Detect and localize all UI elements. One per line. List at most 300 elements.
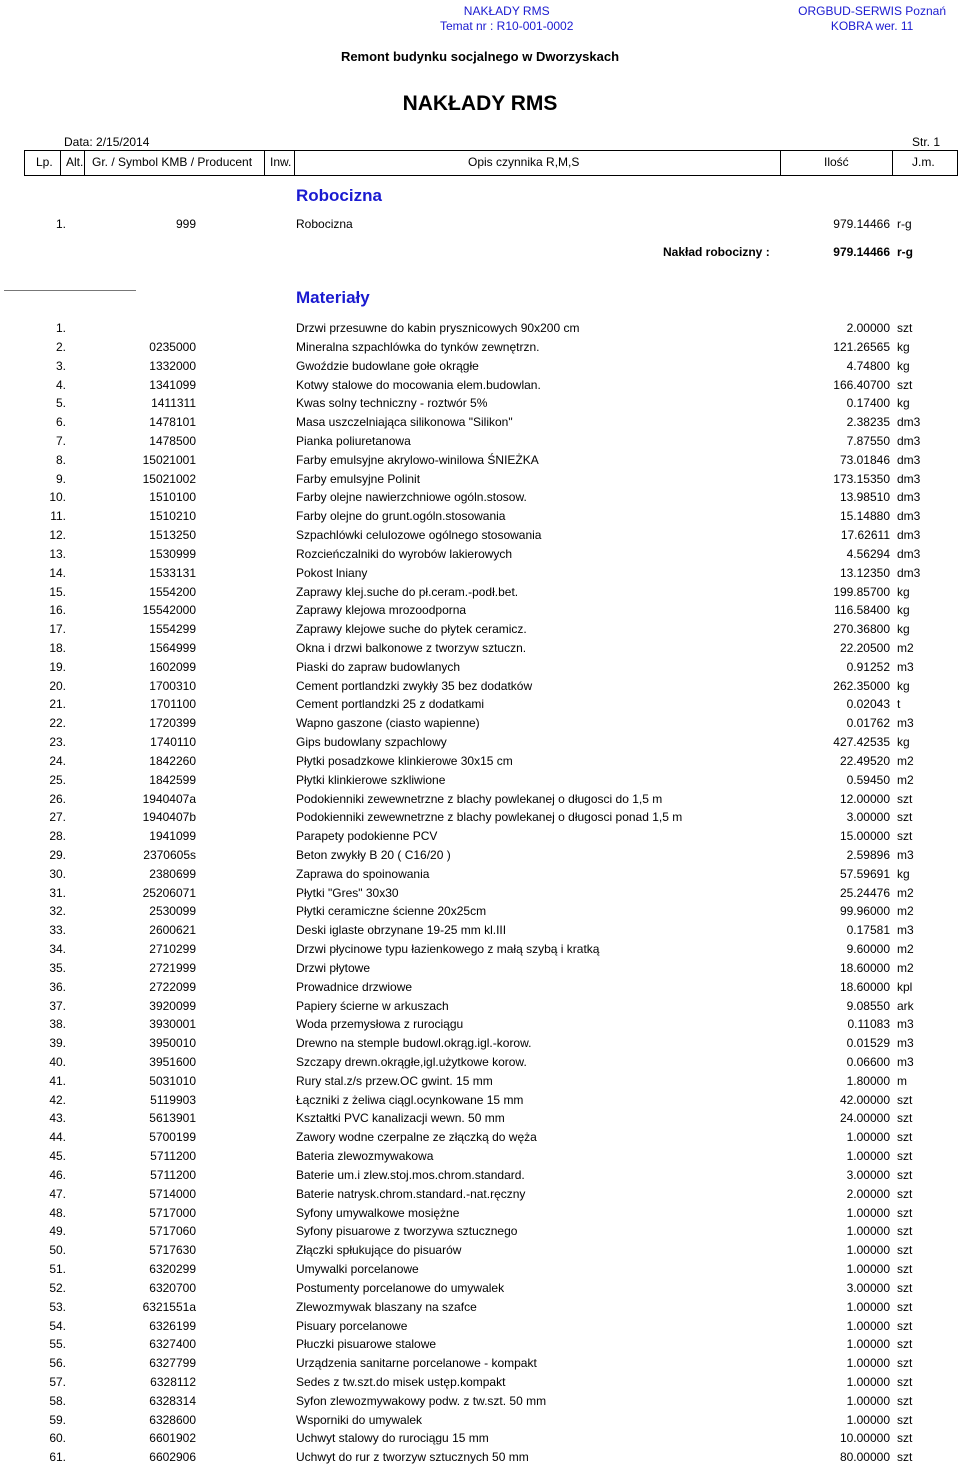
row-quantity: 1.00000 [846,1243,890,1258]
row-lp: 7. [55,433,66,448]
row-unit: szt [897,1299,913,1314]
row-description: Deski iglaste obrzynane 19-25 mm kl.III [296,923,507,938]
row-lp: 26. [49,791,66,806]
row-lp: 1. [55,217,66,231]
table-row [0,1187,960,1205]
row-lp: 38. [49,1017,66,1032]
row-quantity: 1.00000 [846,1149,890,1164]
row-quantity: 12.00000 [839,791,890,806]
row-unit: m3 [897,923,914,938]
row-symbol: 1842260 [149,753,196,768]
report-header-left [440,4,573,34]
row-unit: kg [897,866,910,881]
row-quantity: 73.01846 [839,452,890,467]
row-quantity: 1.00000 [846,1393,890,1408]
row-unit: szt [897,1186,913,1201]
row-unit: dm3 [897,433,921,448]
row-unit: szt [897,1130,913,1145]
row-symbol: 2710299 [149,942,196,957]
row-quantity: 270.36800 [833,622,890,637]
row-symbol: 5700199 [149,1130,196,1145]
table-row [0,1300,960,1318]
row-description: Pianka poliuretanowa [296,433,411,448]
table-row [0,773,960,791]
row-description: Płytki posadzkowe klinkierowe 30x15 cm [296,753,513,768]
row-symbol: 5119903 [150,1092,196,1107]
row-symbol: 15542000 [142,603,196,618]
row-unit: szt [897,1111,913,1126]
table-row [0,1168,960,1186]
row-symbol: 6327400 [149,1337,196,1352]
row-unit: szt [897,1092,913,1107]
table-row [0,679,960,697]
row-lp: 43. [49,1111,66,1126]
row-unit: szt [897,1243,913,1258]
table-row [0,716,960,734]
row-quantity: 99.96000 [839,904,890,919]
row-description: Płytki "Gres" 30x30 [296,885,399,900]
row-unit: szt [897,1167,913,1182]
row-quantity: 3.00000 [846,810,890,825]
table-row [0,1375,960,1393]
row-symbol: 1478101 [149,415,196,430]
row-quantity: 4.74800 [846,358,890,373]
row-symbol: 1411311 [151,396,196,411]
row-description: Papiery ścierne w arkuszach [296,998,449,1013]
table-row [0,1319,960,1337]
row-quantity: 1.00000 [846,1262,890,1276]
row-symbol: 1554200 [149,584,196,599]
row-lp: 15. [49,584,66,599]
row-unit: m3 [897,659,914,674]
row-description: Zlewozmywak blaszany na szafce [296,1299,477,1314]
row-quantity: 2.00000 [846,1186,890,1201]
row-symbol: 1510100 [149,490,196,505]
report-name: NAKŁADY RMS [463,4,550,18]
row-quantity: 0.11083 [847,1017,890,1032]
materials-section-title: Materiały [296,288,370,307]
row-quantity: 116.58400 [834,603,890,618]
row-description: Podokienniki zewewnetrzne z blachy powlekanej o długosci do 1,5 m [296,791,663,806]
row-unit: kg [897,396,910,411]
row-symbol: 5031010 [149,1073,196,1088]
row-unit: szt [897,791,913,806]
row-description: Szczapy drewn.okrągłe,igl.użytkowe korow. [296,1055,527,1069]
row-lp: 20. [49,678,66,693]
row-symbol: 1700310 [149,678,196,693]
table-row [0,1206,960,1224]
row-symbol: 3950010 [149,1036,196,1051]
row-symbol: 6326199 [149,1318,196,1333]
row-quantity: 7.87550 [846,433,890,448]
row-symbol: 1341099 [149,377,196,392]
row-description: Kształtki PVC kanalizacji wewn. 50 mm [296,1111,505,1126]
row-lp: 36. [49,979,66,994]
row-quantity: 0.01762 [846,716,890,731]
row-quantity: 80.00000 [839,1450,890,1465]
row-lp: 40. [49,1055,66,1069]
row-lp: 22. [49,716,66,731]
table-row [0,1431,960,1449]
row-lp: 55. [49,1337,66,1352]
row-lp: 46. [49,1167,66,1182]
col-desc: Opis czynnika R,M,S [468,155,580,169]
row-unit: m2 [897,960,914,975]
row-quantity: 2.00000 [846,321,890,335]
row-symbol: 2370605s [143,848,196,862]
row-unit: szt [897,1393,913,1408]
row-symbol: 5717000 [149,1205,196,1220]
row-quantity: 0.17581 [846,923,890,938]
col-alt: Alt. [66,155,84,169]
table-row [0,1111,960,1129]
table-row [0,942,960,960]
row-description: Woda przemysłowa z rurociągu [296,1017,464,1032]
row-lp: 48. [49,1205,66,1220]
row-quantity: 1.00000 [846,1374,890,1389]
row-quantity: 199.85700 [833,584,890,599]
table-row [0,434,960,452]
col-inw: Inw. [270,155,292,169]
row-symbol: 6327799 [149,1356,196,1371]
row-symbol: 6321551a [142,1299,196,1314]
row-description: Zaprawy klej.suche do pł.ceram.-podł.bet. [296,584,519,599]
row-description: Drzwi płycinowe typu łazienkowego z małą szybą i kratką [296,942,600,957]
row-lp: 16. [49,603,66,618]
row-symbol: 999 [175,217,196,231]
table-row [0,1036,960,1054]
topic-number: Temat nr : R10-001-0002 [440,19,574,33]
row-symbol: 3920099 [149,998,196,1013]
row-lp: 10. [49,490,66,505]
table-row [0,1262,960,1280]
table-row [0,378,960,396]
row-symbol: 1842599 [149,772,196,787]
row-symbol: 1533131 [149,565,196,580]
row-symbol: 2722099 [149,979,196,994]
row-unit: dm3 [897,528,921,542]
row-symbol: 5717060 [149,1224,196,1239]
row-description: Zaprawy klejowe suche do płytek ceramicz. [296,622,527,637]
row-symbol: 6328600 [149,1412,196,1427]
row-description: Gips budowlany szpachlowy [296,735,447,749]
row-quantity: 10.00000 [839,1431,890,1446]
row-lp: 53. [49,1299,66,1314]
row-description: Kwas solny techniczny - roztwór 5% [296,396,488,411]
table-row [0,829,960,847]
row-description: Mineralna szpachlówka do tynków zewnętrzn. [296,339,540,354]
row-lp: 5. [55,396,66,411]
row-lp: 51. [49,1262,66,1276]
row-quantity: 0.91252 [846,659,890,674]
row-quantity: 1.00000 [846,1130,890,1145]
row-lp: 9. [55,471,66,486]
row-description: Kotwy stalowe do mocowania elem.budowlan. [296,377,541,392]
row-lp: 52. [49,1280,66,1295]
row-unit: kg [897,678,910,693]
row-unit: m2 [897,942,914,957]
row-unit: kg [897,735,910,749]
table-row [0,1243,960,1261]
table-row [0,1337,960,1355]
row-description: Prowadnice drzwiowe [296,979,413,994]
row-lp: 56. [49,1356,66,1371]
row-description: Płytki ceramiczne ścienne 20x25cm [296,904,487,919]
page-number: Str. 1 [911,135,940,149]
row-description: Cement portlandzki zwykły 35 bez dodatków [296,678,533,693]
row-unit: m3 [897,716,914,731]
row-lp: 39. [49,1036,66,1051]
row-quantity: 1.00000 [846,1205,890,1220]
row-description: Pisuary porcelanowe [296,1318,408,1333]
table-row [0,622,960,640]
row-quantity: 42.00000 [839,1092,890,1107]
row-description: Gwoździe budowlane gołe okrągłe [296,358,479,373]
table-row [0,359,960,377]
table-row [0,1074,960,1092]
table-row [0,923,960,941]
row-description: Drewno na stemple budowl.okrąg.igl.-korow. [296,1036,532,1051]
table-row [0,472,960,490]
row-lp: 17. [49,622,66,637]
row-lp: 24. [49,753,66,768]
row-quantity: 979.14466 [833,217,890,231]
table-row [0,509,960,527]
col-unit: J.m. [912,155,935,169]
row-lp: 49. [49,1224,66,1239]
row-lp: 50. [49,1243,66,1258]
row-description: Płuczki pisuarowe stalowe [296,1337,437,1352]
col-qty: Ilość [824,155,849,169]
row-lp: 59. [49,1412,66,1427]
row-unit: dm3 [897,415,921,430]
row-quantity: 22.20500 [839,640,890,655]
row-description: Umywalki porcelanowe [296,1262,419,1276]
row-symbol: 6320299 [149,1262,196,1276]
table-row [0,848,960,866]
row-lp: 30. [49,866,66,881]
row-description: Bateria zlewozmywakowa [296,1149,434,1164]
row-description: Syfony umywalkowe mosiężne [296,1205,460,1220]
row-quantity: 1.00000 [846,1318,890,1333]
row-lp: 61. [49,1450,66,1465]
software-version: KOBRA wer. 11 [830,19,914,33]
row-unit: szt [897,1224,913,1239]
table-row [0,1224,960,1242]
row-quantity: 173.15350 [833,471,890,486]
row-quantity: 1.00000 [846,1299,890,1314]
row-unit: szt [897,829,913,844]
row-symbol: 25206071 [142,885,196,900]
row-unit: dm3 [897,509,921,524]
row-symbol: 6601902 [149,1431,196,1446]
row-unit: kg [897,584,910,599]
table-row [0,867,960,885]
row-description: Zawory wodne czerpalne ze złączką do węża [296,1130,537,1145]
row-quantity: 2.59896 [846,848,890,862]
row-lp: 14. [49,565,66,580]
column-header [24,150,958,176]
row-quantity: 24.00000 [839,1111,890,1126]
row-lp: 47. [49,1186,66,1201]
row-symbol: 1602099 [149,659,196,674]
row-unit: szt [897,1337,913,1352]
row-symbol: 1941099 [149,829,196,844]
row-quantity: 4.56294 [846,546,890,561]
row-quantity: 13.12350 [839,565,890,580]
table-row [0,217,960,235]
row-quantity: 18.60000 [839,979,890,994]
row-unit: m2 [897,753,914,768]
row-quantity: 166.40700 [833,377,890,392]
row-quantity: 121.26565 [833,339,890,354]
row-description: Piaski do zapraw budowlanych [296,659,461,674]
row-quantity: 262.35000 [833,678,890,693]
row-quantity: 3.00000 [846,1167,890,1182]
row-quantity: 25.24476 [839,885,890,900]
row-lp: 8. [55,452,66,467]
row-lp: 45. [49,1149,66,1164]
table-row [0,585,960,603]
table-row [0,999,960,1017]
row-symbol: 1720399 [149,716,196,731]
row-symbol: 1332000 [149,358,196,373]
row-symbol: 1740110 [150,735,196,749]
row-description: Szpachlówki celulozowe ogólnego stosowania [296,528,542,542]
row-unit: m2 [897,640,914,655]
row-quantity: 1.00000 [846,1412,890,1427]
row-quantity: 15.00000 [839,829,890,844]
row-description: Sedes z tw.szt.do misek ustęp.kompakt [296,1374,506,1389]
row-quantity: 18.60000 [839,960,890,975]
project-title: Remont budynku socjalnego w Dworzyskach [340,49,620,64]
table-row [0,1356,960,1374]
row-unit: szt [897,321,913,335]
row-symbol: 1701100 [150,697,196,712]
row-symbol: 5714000 [149,1186,196,1201]
row-symbol: 1564999 [149,640,196,655]
table-row [0,528,960,546]
row-symbol: 6328314 [149,1393,196,1408]
row-description: Wapno gaszone (ciasto wapienne) [296,716,480,731]
row-description: Syfony pisuarowe z tworzywa sztucznego [296,1224,518,1239]
row-description: Farby olejne nawierzchniowe ogóln.stosow. [296,490,527,505]
row-quantity: 9.60000 [846,942,890,957]
row-unit: szt [897,1280,913,1295]
row-quantity: 1.00000 [846,1337,890,1352]
row-unit: dm3 [897,452,921,467]
row-description: Zaprawy klejowa mrozoodporna [296,603,467,618]
row-symbol: 1530999 [149,546,196,561]
row-quantity: 9.08550 [846,998,890,1013]
row-lp: 29. [49,848,66,862]
row-unit: kg [897,339,910,354]
table-row [0,603,960,621]
row-lp: 13. [49,546,66,561]
row-symbol: 5711200 [150,1149,196,1164]
row-description: Łączniki z żeliwa ciągl.ocynkowane 15 mm [296,1092,524,1107]
row-lp: 18. [49,640,66,655]
company-name: ORGBUD-SERWIS Poznań [798,4,946,18]
row-lp: 31. [49,885,66,900]
col-symbol: Gr. / Symbol KMB / Producent [92,155,253,169]
row-symbol: 6320700 [149,1280,196,1295]
row-quantity: 0.01529 [846,1036,890,1051]
table-row [0,961,960,979]
labor-summary-row [0,245,960,263]
row-lp: 19. [49,659,66,674]
row-description: Rozcieńczalniki do wyrobów lakierowych [296,546,513,561]
table-row [0,321,960,339]
table-row [0,735,960,753]
row-symbol: 6328112 [150,1374,196,1389]
row-lp: 42. [49,1092,66,1107]
table-row [0,1055,960,1073]
row-description: Farby emulsyjne Polinit [296,471,421,486]
row-unit: m3 [897,1055,914,1069]
row-description: Postumenty porcelanowe do umywalek [296,1280,505,1295]
row-lp: 6. [55,415,66,430]
table-row [0,641,960,659]
table-row [0,1281,960,1299]
row-description: Uchwyt do rur z tworzyw sztucznych 50 mm [296,1450,529,1465]
table-row [0,340,960,358]
row-lp: 25. [49,772,66,787]
row-description: Robocizna [296,217,353,231]
row-description: Baterie um.i zlew.stoj.mos.chrom.standard. [296,1167,525,1182]
row-quantity: 3.00000 [846,1280,890,1295]
table-row [0,792,960,810]
table-row [0,547,960,565]
row-symbol: 1478500 [149,433,196,448]
row-symbol: 6602906 [149,1450,196,1465]
table-row [0,660,960,678]
row-quantity: 15.14880 [839,509,890,524]
table-row [0,396,960,414]
row-lp: 58. [49,1393,66,1408]
row-lp: 1. [55,321,66,335]
row-symbol: 0235000 [149,339,196,354]
row-description: Beton zwykły B 20 ( C16/20 ) [296,848,451,862]
row-symbol: 2380699 [149,866,196,881]
table-row [0,980,960,998]
row-unit: dm3 [897,565,921,580]
row-lp: 21. [49,697,66,712]
row-description: Baterie natrysk.chrom.standard.-nat.ręczny [296,1186,526,1201]
row-unit: szt [897,1431,913,1446]
table-row [0,415,960,433]
report-header-right [798,4,946,34]
row-lp: 28. [49,829,66,844]
row-lp: 44. [49,1130,66,1145]
row-quantity: 0.17400 [846,396,890,411]
row-symbol: 2530099 [149,904,196,919]
row-unit: m3 [897,848,914,862]
row-description: Drzwi płytowe [296,960,371,975]
table-row [0,1413,960,1431]
row-lp: 27. [49,810,66,825]
row-description: Syfon zlewozmywakowy podw. z tw.szt. 50 mm [296,1393,547,1408]
row-lp: 11. [50,509,66,524]
col-lp: Lp. [36,155,53,169]
row-unit: m [897,1073,907,1088]
row-lp: 23. [49,735,66,749]
row-quantity: 0.59450 [846,772,890,787]
row-quantity: 2.38235 [846,415,890,430]
row-unit: r-g [897,217,912,231]
row-symbol: 15021002 [142,471,196,486]
table-row [0,490,960,508]
